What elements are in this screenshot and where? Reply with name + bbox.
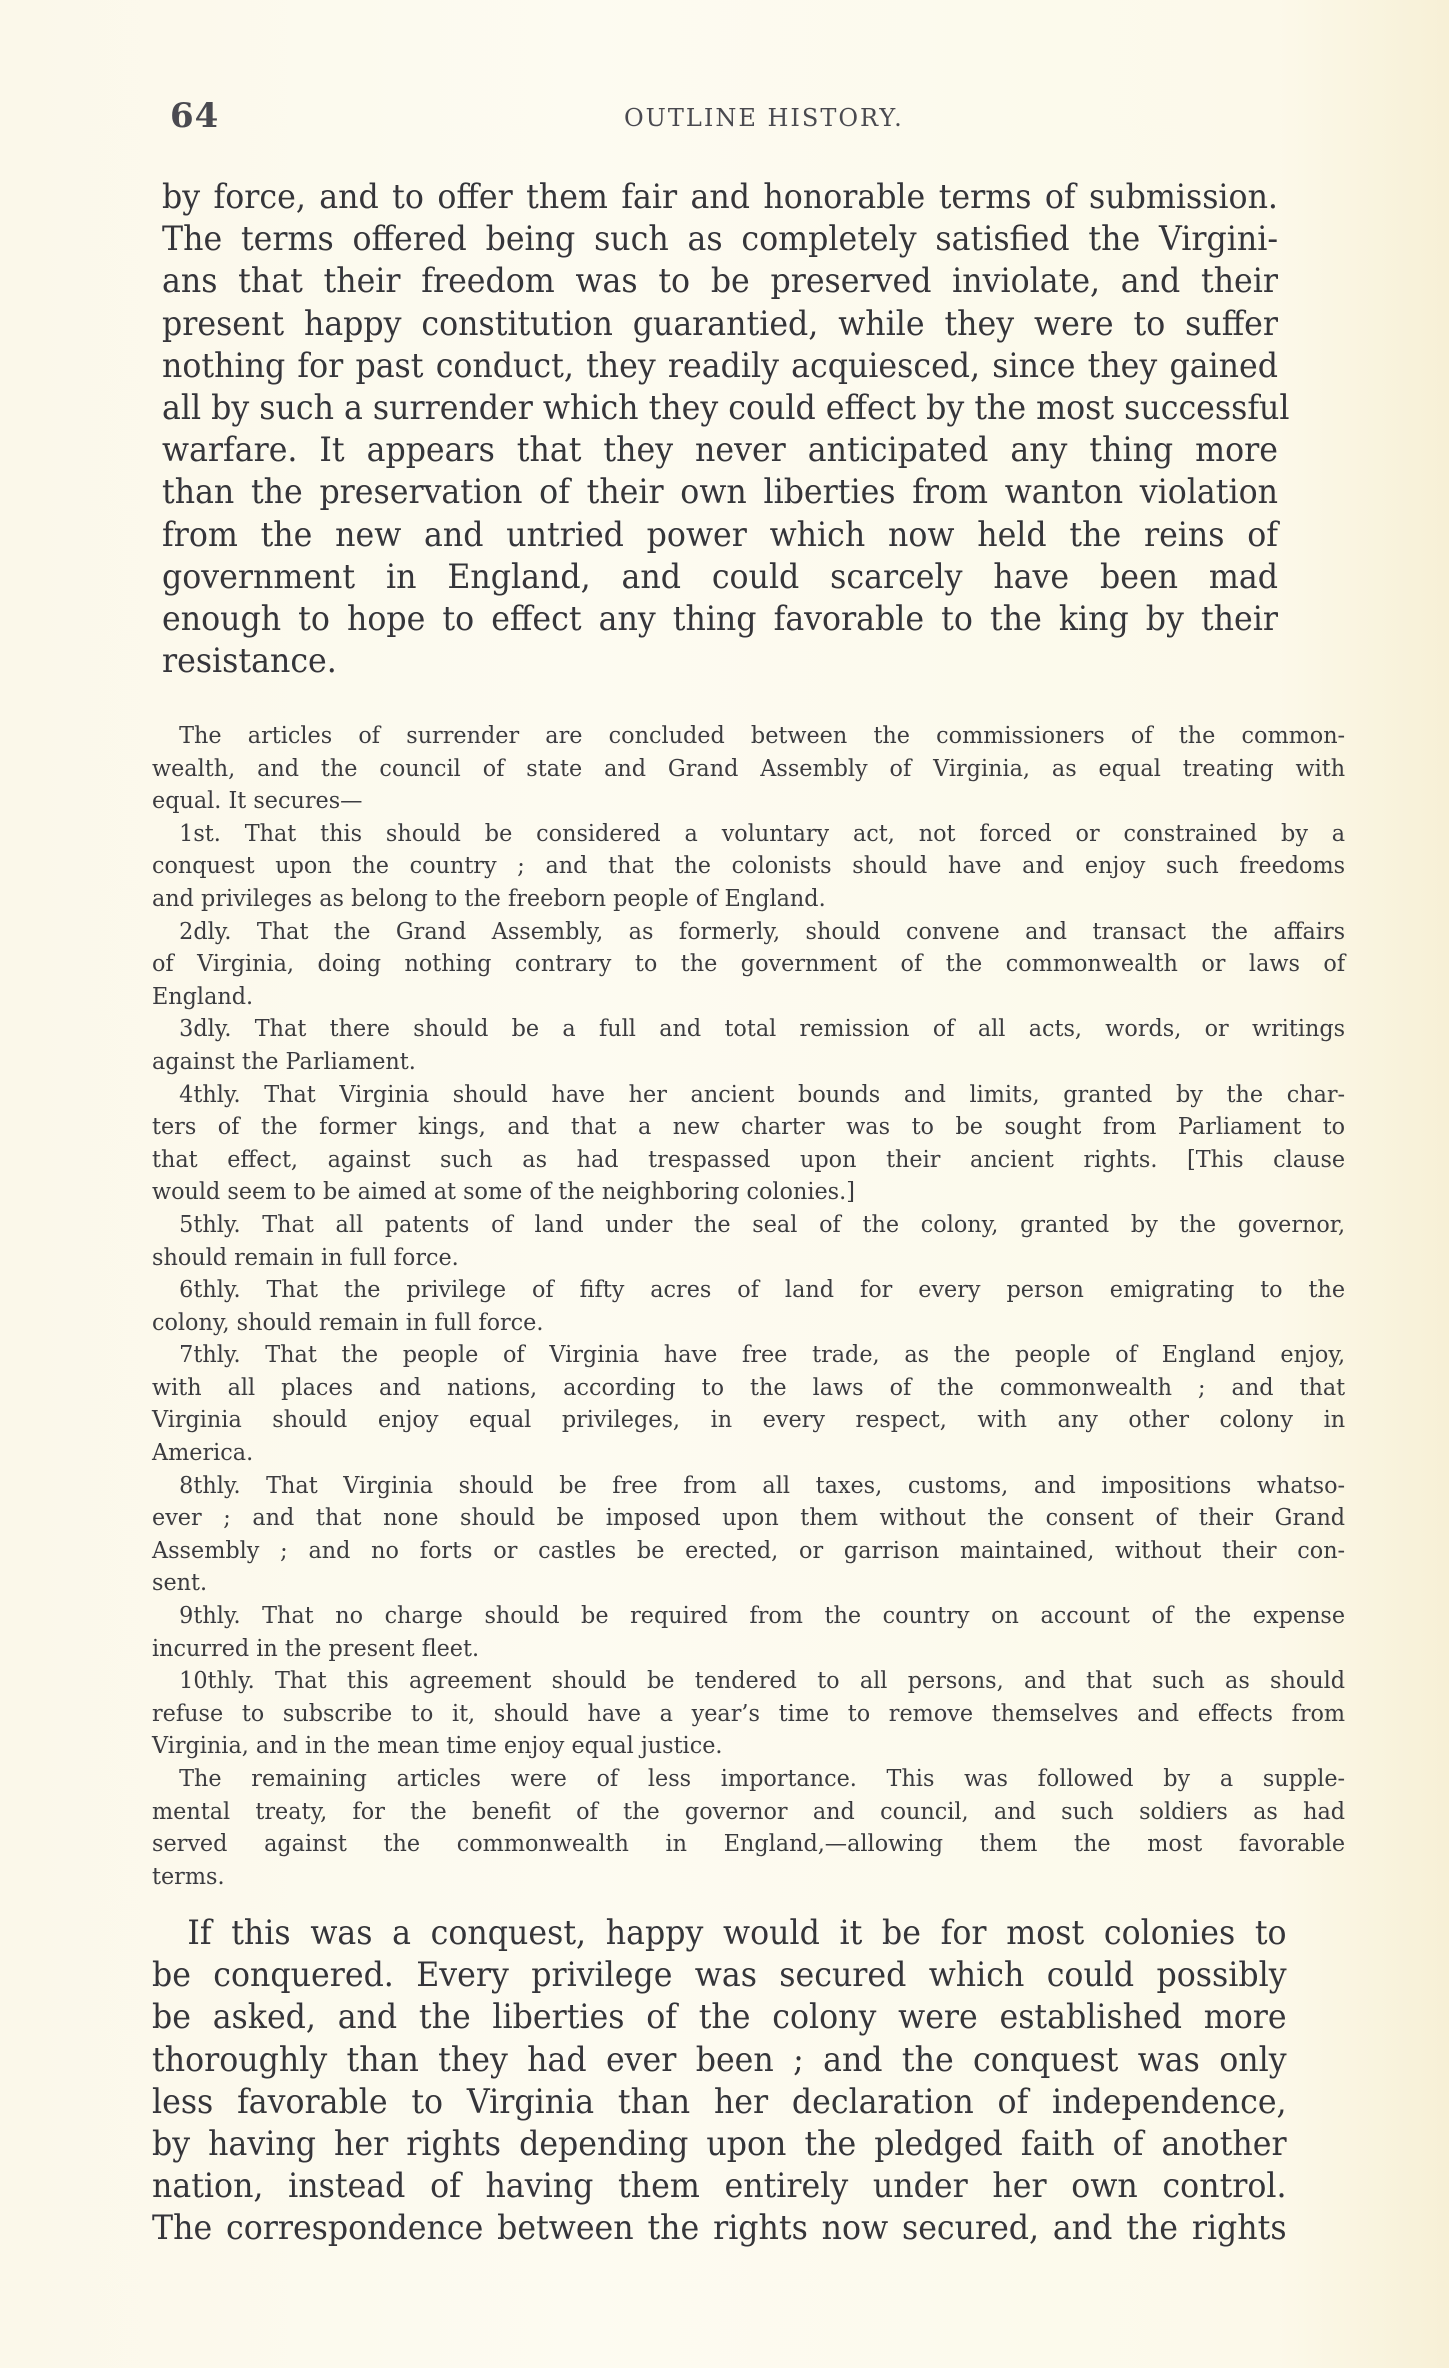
text-line: present happy constitution guarantied, while they were to suffer (162, 303, 1278, 344)
text-line: less favorable to Virginia than her declaration of independence, (152, 2081, 1287, 2122)
text-line: from the new and untried power which now held the reins of (162, 514, 1278, 555)
text-line: 8thly. That Virginia should be free from all taxes, customs, and impositions whatso- (179, 1472, 1346, 1499)
article-8 (152, 1470, 1345, 1600)
running-head: OUTLINE HISTORY. (624, 104, 904, 132)
page-number: 64 (170, 96, 220, 136)
text-line: nation, instead of having them entirely under her own control. (152, 2166, 1287, 2207)
article-9 (152, 1600, 1345, 1665)
article-4 (152, 1079, 1345, 1209)
closing-paragraph (152, 1912, 1287, 2250)
text-line: 9thly. That no charge should be required from the country on account of the expense (179, 1603, 1346, 1630)
text-line: Assembly ; and no forts or castles be erected, or garrison maintained, without their con- (152, 1537, 1346, 1564)
text-line: by having her rights depending upon the pledged faith of another (152, 2124, 1287, 2165)
page-header (170, 96, 1370, 146)
text-line: thoroughly than they had ever been ; and the conquest was only (152, 2039, 1287, 2080)
opening-paragraph (162, 176, 1290, 682)
article-1 (152, 818, 1345, 916)
text-line: be conquered. Every privilege was secured which could possibly (152, 1955, 1287, 1996)
article-6 (152, 1274, 1345, 1339)
text-line: equal. It secures— (152, 788, 363, 815)
text-line: and privileges as belong to the freeborn people of England. (152, 885, 826, 912)
text-line: warfare. It appears that they never anticipated any thing more (162, 430, 1278, 471)
text-line: wealth, and the council of state and Grand Assembly of Virginia, as equal treating with (152, 755, 1346, 782)
articles-closing (152, 1763, 1345, 1893)
text-line: all by such a surrender which they could effect by the most successful (162, 388, 1290, 429)
text-line: that effect, against such as had trespassed upon their ancient rights. [This clause (152, 1146, 1346, 1173)
text-line: Virginia should enjoy equal privileges, in every respect, with any other colony in (152, 1407, 1346, 1434)
text-line: ters of the former kings, and that a new charter was to be sought from Parliament to (152, 1114, 1346, 1141)
article-10 (152, 1665, 1345, 1763)
article-3 (152, 1013, 1345, 1078)
text-line: nothing for past conduct, they readily acquiesced, since they gained (162, 345, 1278, 386)
text-line: ever ; and that none should be imposed upon them without the consent of their Grand (152, 1505, 1346, 1532)
text-line: sent. (152, 1570, 208, 1597)
text-line: colony, should remain in full force. (152, 1309, 544, 1336)
text-line: 4thly. That Virginia should have her ancient bounds and limits, granted by the char- (179, 1081, 1346, 1108)
articles-of-surrender-note (152, 720, 1345, 1893)
text-line: be asked, and the liberties of the colony were established more (152, 1997, 1287, 2038)
text-line: with all places and nations, according to the laws of the commonwealth ; and that (152, 1374, 1346, 1401)
article-5 (152, 1209, 1345, 1274)
text-line: America. (152, 1440, 254, 1467)
text-line: than the preservation of their own liberties from wanton violation (162, 472, 1278, 513)
text-line: ans that their freedom was to be preserved inviolate, and their (162, 261, 1278, 302)
text-line: The correspondence between the rights now secured, and the rights (152, 2208, 1287, 2249)
text-line: 3dly. That there should be a full and total remission of all acts, words, or writings (179, 1016, 1346, 1043)
text-line: by force, and to offer them fair and honorable terms of submission. (162, 177, 1278, 217)
text-line: The remaining articles were of less importance. This was followed by a supple- (179, 1766, 1346, 1792)
text-line: 5thly. That all patents of land under the seal of the colony, granted by the governor, (179, 1211, 1346, 1238)
text-line: 6thly. That the privilege of fifty acres of land for every person emigrating to the (179, 1277, 1346, 1304)
articles-intro (152, 720, 1345, 818)
text-line: incurred in the present fleet. (152, 1635, 480, 1662)
text-line: If this was a conquest, happy would it be for most colonies to (187, 1913, 1287, 1953)
article-7 (152, 1339, 1345, 1469)
text-line: 2dly. That the Grand Assembly, as formerly, should convene and transact the affairs (179, 918, 1346, 945)
text-line: government in England, and could scarcely have been mad (162, 556, 1278, 597)
text-line: of Virginia, doing nothing contrary to the government of the commonwealth or laws of (152, 951, 1346, 978)
text-line: resistance. (162, 641, 337, 682)
text-line: refuse to subscribe to it, should have a year’s time to remove themselves and effects from (152, 1700, 1346, 1727)
text-line: enough to hope to effect any thing favorable to the king by their (162, 599, 1278, 640)
text-line: 1st. That this should be considered a voluntary act, not forced or constrained by a (179, 820, 1346, 847)
text-line: 7thly. That the people of Virginia have free trade, as the people of England enjoy, (179, 1342, 1346, 1369)
text-line: Virginia, and in the mean time enjoy equal justice. (152, 1733, 723, 1760)
text-line: The terms offered being such as completely satisfied the Virgini- (162, 219, 1278, 260)
text-line: conquest upon the country ; and that the colonists should have and enjoy such freedoms (152, 853, 1346, 880)
text-line: England. (152, 983, 254, 1010)
text-line: served against the commonwealth in England,—allowing them the most favorable (152, 1831, 1346, 1858)
text-line: should remain in full force. (152, 1244, 459, 1271)
text-line: terms. (152, 1863, 225, 1890)
text-line: mental treaty, for the benefit of the governor and council, and such soldiers as had (152, 1798, 1346, 1825)
text-line: against the Parliament. (152, 1048, 416, 1075)
text-line: The articles of surrender are concluded between the commissioners of the common- (179, 723, 1346, 749)
article-2 (152, 916, 1345, 1014)
text-line: would seem to be aimed at some of the neighboring colonies.] (152, 1179, 855, 1206)
text-line: 10thly. That this agreement should be tendered to all persons, and that such as should (179, 1668, 1346, 1695)
